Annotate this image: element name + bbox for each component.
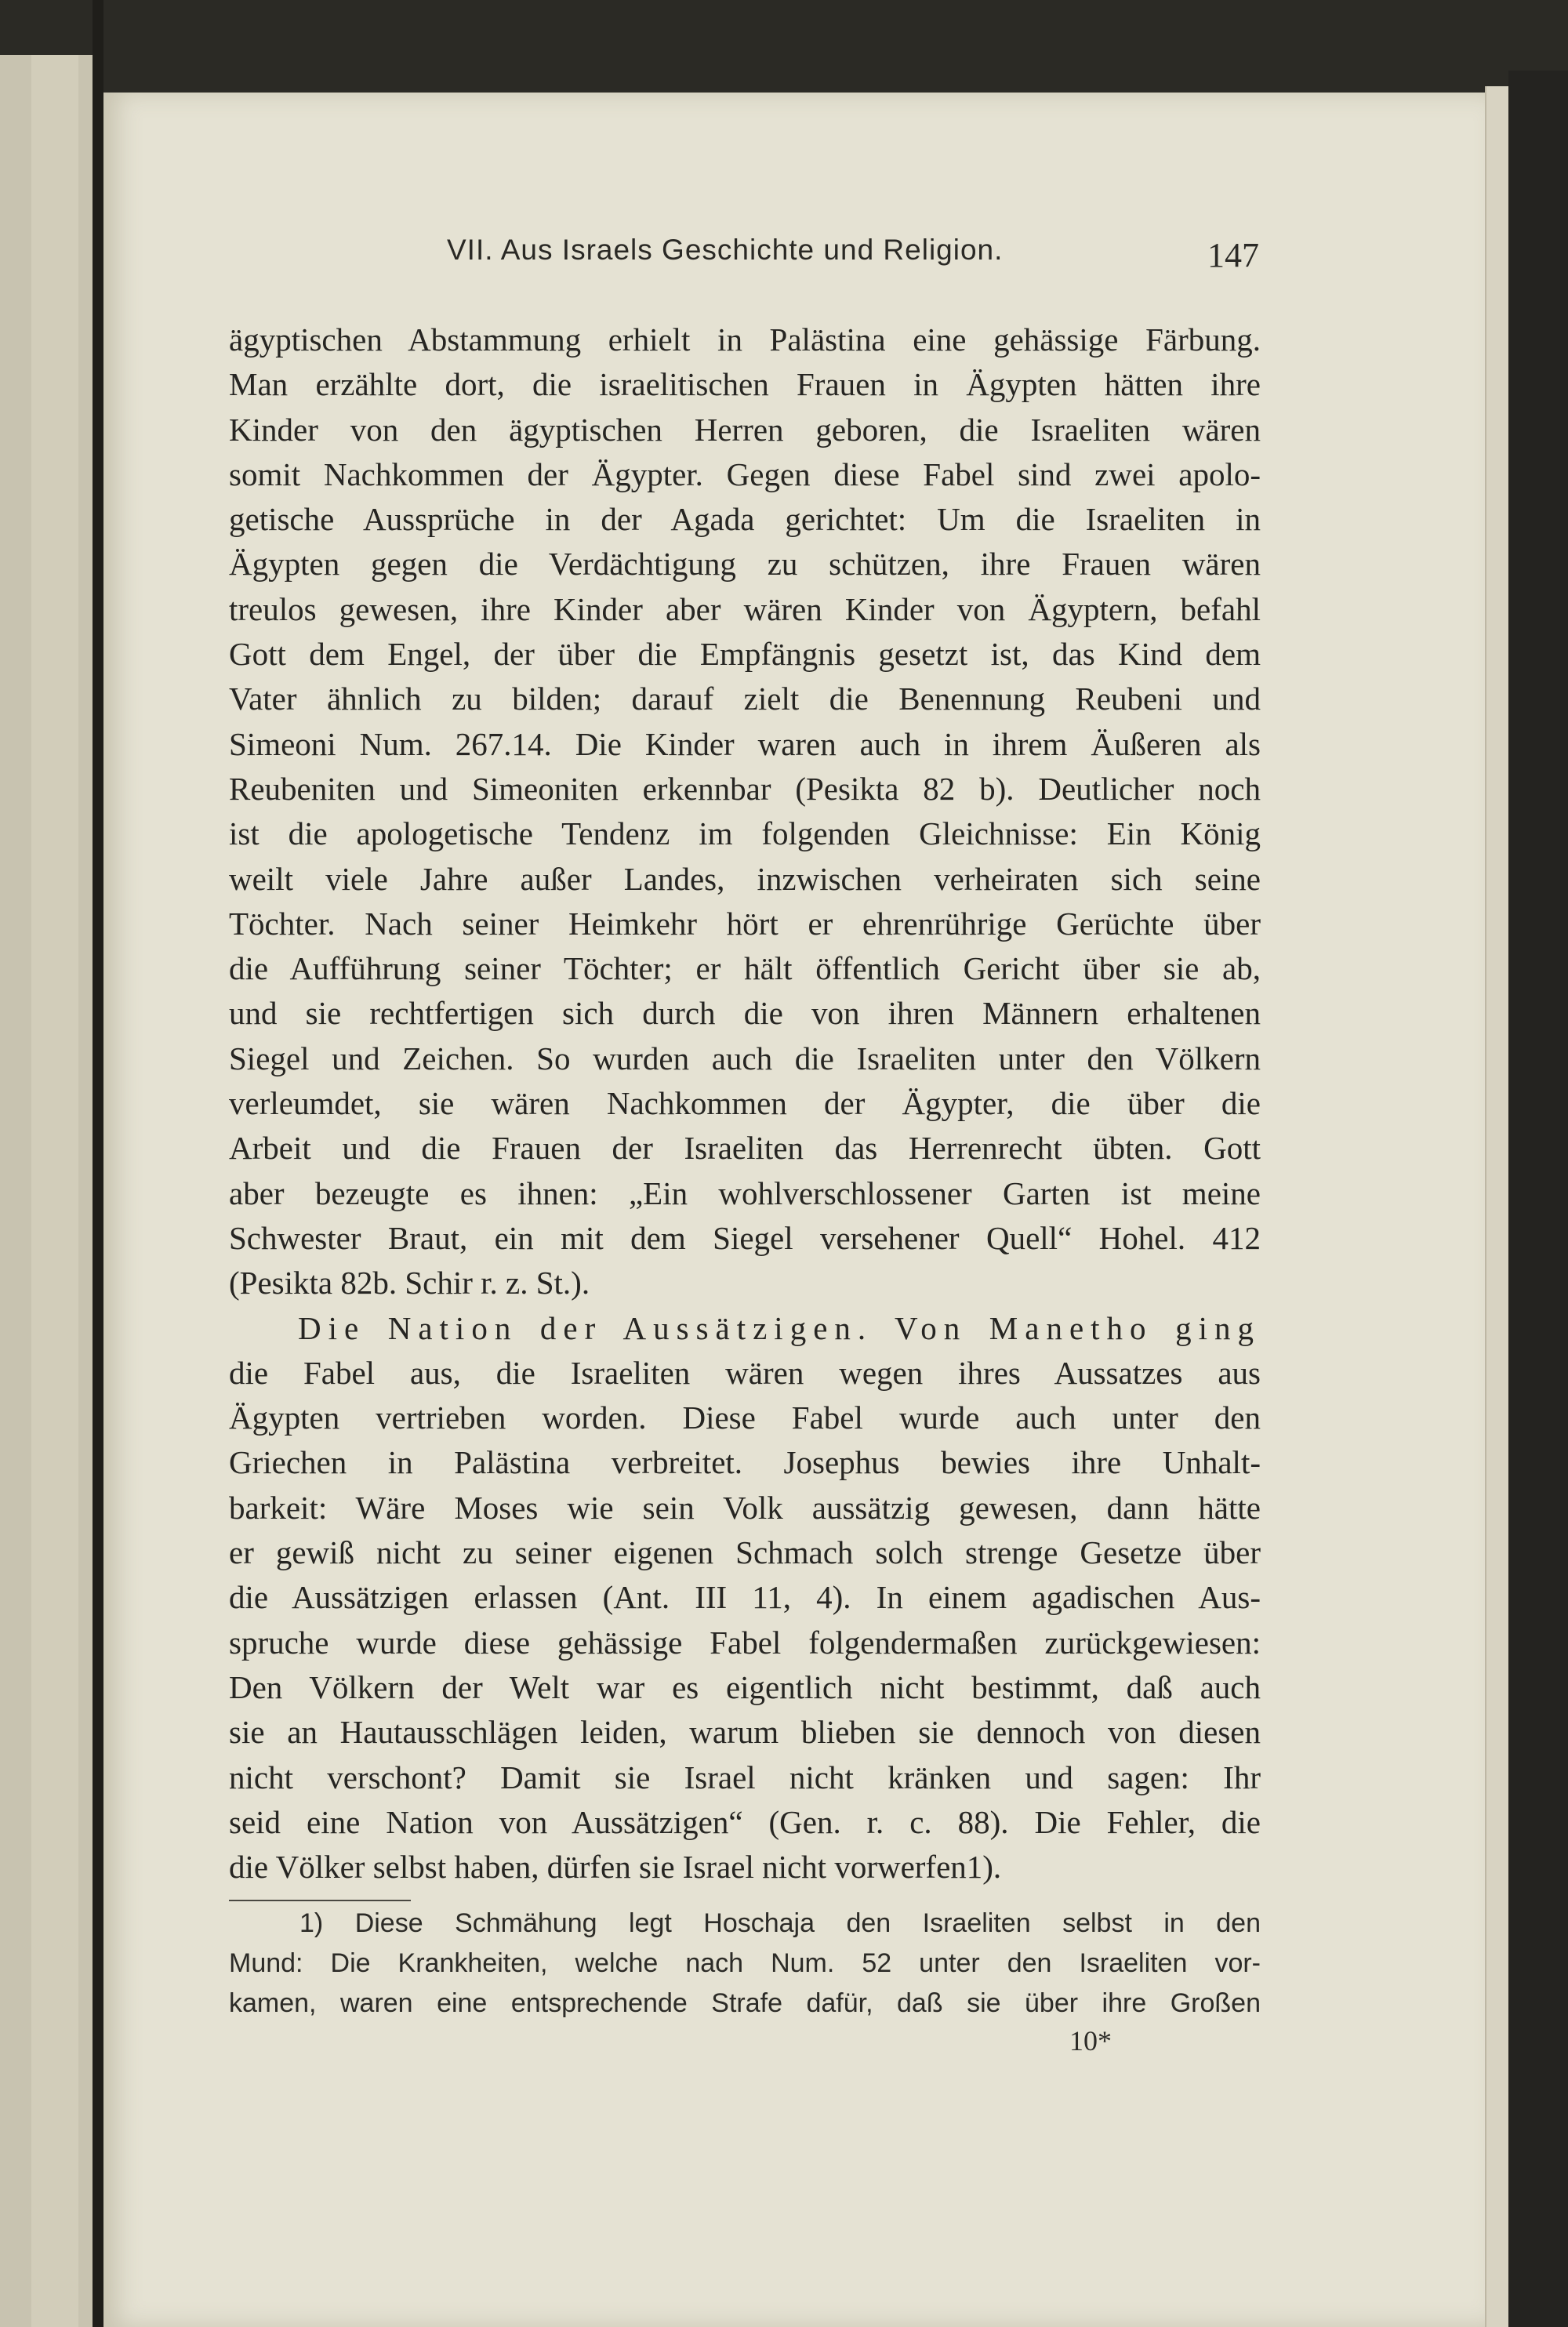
section-heading-line: Die Nation der Aussätzigen. Von Manetho ging bbox=[298, 1309, 1261, 1346]
body-line: Gott dem Engel, der über die Empfängnis gesetzt ist, das Kind dem bbox=[229, 636, 1261, 673]
body-line: Kinder von den ägyptischen Herren geboren, die Israeliten wären bbox=[229, 411, 1261, 448]
body-line: Simeoni Num. 267.14. Die Kinder waren auch in ihrem Äußeren als bbox=[229, 725, 1261, 762]
body-line: sie an Hautausschlägen leiden, warum blieben sie dennoch von diesen bbox=[229, 1714, 1261, 1751]
left-page-edge bbox=[0, 55, 97, 2327]
footnote-line: kamen, waren eine entsprechende Strafe dafür, daß sie über ihre Großen bbox=[229, 1988, 1261, 2018]
body-line: die Fabel aus, die Israeliten wären wegen ihres Aussatzes aus bbox=[229, 1354, 1261, 1391]
body-line: er gewiß nicht zu seiner eigenen Schmach solch strenge Gesetze über bbox=[229, 1534, 1261, 1571]
footnote-rule bbox=[229, 1900, 411, 1901]
body-line: barkeit: Wäre Moses wie sein Volk aussätzig gewesen, dann hätte bbox=[229, 1489, 1261, 1526]
book-gutter bbox=[93, 0, 103, 2327]
body-line: die Aussätzigen erlassen (Ant. III 11, 4). In einem agadischen Aus- bbox=[229, 1579, 1261, 1616]
page-number: 147 bbox=[1207, 236, 1259, 274]
book-cover-edge bbox=[1508, 71, 1568, 2327]
body-line: Griechen in Palästina verbreitet. Josephus bewies ihre Unhalt- bbox=[229, 1444, 1261, 1481]
body-line: ist die apologetische Tendenz im folgenden Gleichnisse: Ein König bbox=[229, 815, 1261, 852]
body-line: weilt viele Jahre außer Landes, inzwischen verheiraten sich seine bbox=[229, 860, 1261, 897]
body-line: (Pesikta 82b. Schir r. z. St.). bbox=[229, 1265, 590, 1301]
body-line: Vater ähnlich zu bilden; darauf zielt die Benennung Reubeni und bbox=[229, 681, 1261, 717]
body-line: seid eine Nation von Aussätzigen“ (Gen. r. c. 88). Die Fehler, die bbox=[229, 1803, 1261, 1840]
body-line: somit Nachkommen der Ägypter. Gegen diese Fabel sind zwei apolo- bbox=[229, 456, 1261, 492]
body-line: getische Aussprüche in der Agada gerichtet: Um die Israeliten in bbox=[229, 501, 1261, 538]
left-page-inner bbox=[31, 55, 78, 2327]
body-line: spruche wurde diese gehässige Fabel folgendermaßen zurückgewiesen: bbox=[229, 1624, 1261, 1661]
body-line: die Aufführung seiner Töchter; er hält öffentlich Gericht über sie ab, bbox=[229, 950, 1261, 987]
body-line: Schwester Braut, ein mit dem Siegel versehener Quell“ Hohel. 412 bbox=[229, 1219, 1261, 1256]
body-line: aber bezeugte es ihnen: „Ein wohlverschlossener Garten ist meine bbox=[229, 1174, 1261, 1211]
body-line: Man erzählte dort, die israelitischen Frauen in Ägypten hätten ihre bbox=[229, 366, 1261, 403]
footnote bbox=[229, 1904, 1261, 2024]
body-line: Töchter. Nach seiner Heimkehr hört er ehrenrührige Gerüchte über bbox=[229, 905, 1261, 942]
body-line: ägyptischen Abstammung erhielt in Palästina eine gehässige Färbung. bbox=[229, 321, 1261, 358]
body-line: Siegel und Zeichen. So wurden auch die Israeliten unter den Völkern bbox=[229, 1040, 1261, 1076]
signature-mark: 10* bbox=[1069, 2025, 1112, 2057]
running-head: VII. Aus Israels Geschichte und Religion. bbox=[447, 234, 1004, 266]
body-line: Ägypten gegen die Verdächtigung zu schützen, ihre Frauen wären bbox=[229, 546, 1261, 583]
body-line: Reubeniten und Simeoniten erkennbar (Pesikta 82 b). Deutlicher noch bbox=[229, 770, 1261, 807]
body-text bbox=[229, 318, 1261, 1890]
body-line: und sie rechtfertigen sich durch die von ihren Männern erhaltenen bbox=[229, 995, 1261, 1032]
body-line: verleumdet, sie wären Nachkommen der Ägypter, die über die bbox=[229, 1085, 1261, 1122]
body-line: Ägypten vertrieben worden. Diese Fabel wurde auch unter den bbox=[229, 1399, 1261, 1436]
body-line: Arbeit und die Frauen der Israeliten das Herrenrecht übten. Gott bbox=[229, 1130, 1261, 1167]
footnote-line: Mund: Die Krankheiten, welche nach Num. 52 unter den Israeliten vor- bbox=[229, 1948, 1261, 1978]
body-line: die Völker selbst haben, dürfen sie Israel nicht vorwerfen1). bbox=[229, 1849, 1002, 1886]
page-stack-edge bbox=[1485, 86, 1510, 2327]
body-line: Den Völkern der Welt war es eigentlich nicht bestimmt, daß auch bbox=[229, 1668, 1261, 1705]
footnote-line: 1) Diese Schmähung legt Hoschaja den Israeliten selbst in den bbox=[299, 1908, 1261, 1938]
body-line: nicht verschont? Damit sie Israel nicht kränken und sagen: Ihr bbox=[229, 1759, 1261, 1795]
body-line: treulos gewesen, ihre Kinder aber wären Kinder von Ägyptern, befahl bbox=[229, 590, 1261, 627]
